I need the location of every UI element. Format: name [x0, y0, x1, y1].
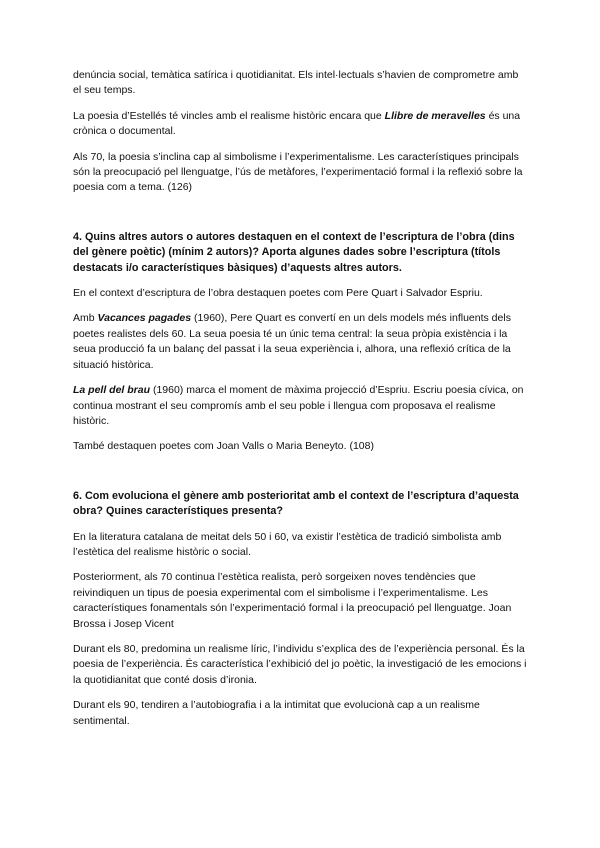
- work-title: Vacances pagades: [97, 312, 192, 325]
- paragraph: Posteriorment, als 70 continua l’estètica realista, però sorgeixen noves tendències que reivindiquen un tipus de poesia experimental com el simbolisme i l’experimentalisme. Les característiques fonamentals són l’experimentació formal i la preocupació pel llenguatge. Joan Brossa i Josep Vicent: [73, 571, 512, 630]
- paragraph: En la literatura catalana de meitat dels 50 i 60, va existir l’estètica de tradició simbolista amb l’estètica del realisme històric o social.: [73, 530, 502, 558]
- document-page: [73, 68, 529, 739]
- paragraph-text: és una crònica o documental.: [73, 109, 521, 138]
- paragraph-text: (1960) marca el moment de màxima projecció d’Espriu. Escriu poesia cívica, on continua mostrant el seu compromís amb el seu poble i llengua com proposava el realisme històric.: [73, 384, 524, 427]
- paragraph: Durant els 80, predomina un realisme líric, l’individu s’explica des de l’experiència personal. És la poesia de l’experiència. És característica l’exhibició del jo poètic, la investigació de les emocions i la quotidianitat que conté dosis d’ironia.: [73, 642, 527, 686]
- paragraph: En el context d’escriptura de l’obra destaquen poetes com Pere Quart i Salvador Espriu.: [73, 287, 483, 300]
- section-heading: 4. Quins altres autors o autores destaquen en el context de l’escriptura de l’obra (dins del gènere poètic) (mínim 2 autors)? Aporta algunes dades sobre l’escriptura (títols destacats i/o característiques bàsiques) d’aquests altres autors.: [73, 230, 515, 274]
- paragraph: [73, 383, 529, 429]
- section-spacer: [73, 465, 529, 489]
- section-heading: 6. Com evoluciona el gènere amb posterioritat amb el context de l’escriptura d’aquesta obra? Quines característiques presenta?: [73, 489, 519, 518]
- section-spacer: [73, 206, 529, 230]
- paragraph-text: Amb: [73, 312, 98, 325]
- paragraph: També destaquen poetes com Joan Valls o Maria Beneyto. (108): [73, 440, 374, 453]
- paragraph: [73, 311, 529, 373]
- work-title: Llibre de meravelles: [384, 109, 486, 122]
- paragraph-text: (1960), Pere Quart es convertí en un dels models més influents dels poetes realistes dels 60. La seua poesia té un únic tema central: la seua pròpia existència i la seua producció fa un balanç del passat i la seua experiència i, alhora, una reflexió crítica de la situació històrica.: [73, 312, 511, 371]
- paragraph: [73, 109, 529, 140]
- paragraph-text: La poesia d’Estellés té vincles amb el realisme històric encara que: [73, 109, 385, 122]
- paragraph: denúncia social, temàtica satírica i quotidianitat. Els intel·lectuals s’havien de comprometre amb el seu temps.: [73, 69, 519, 97]
- paragraph: Durant els 90, tendiren a l’autobiografia i a la intimitat que evolucionà cap a un realisme sentimental.: [73, 699, 480, 727]
- work-title: La pell del brau: [73, 384, 151, 397]
- paragraph: Als 70, la poesia s’inclina cap al simbolisme i l’experimentalisme. Les característiques principals són la preocupació pel llenguatge, l’ús de metàfores, l’experimentació formal i la reflexió sobre la poesia com a tema. (126): [73, 150, 523, 194]
